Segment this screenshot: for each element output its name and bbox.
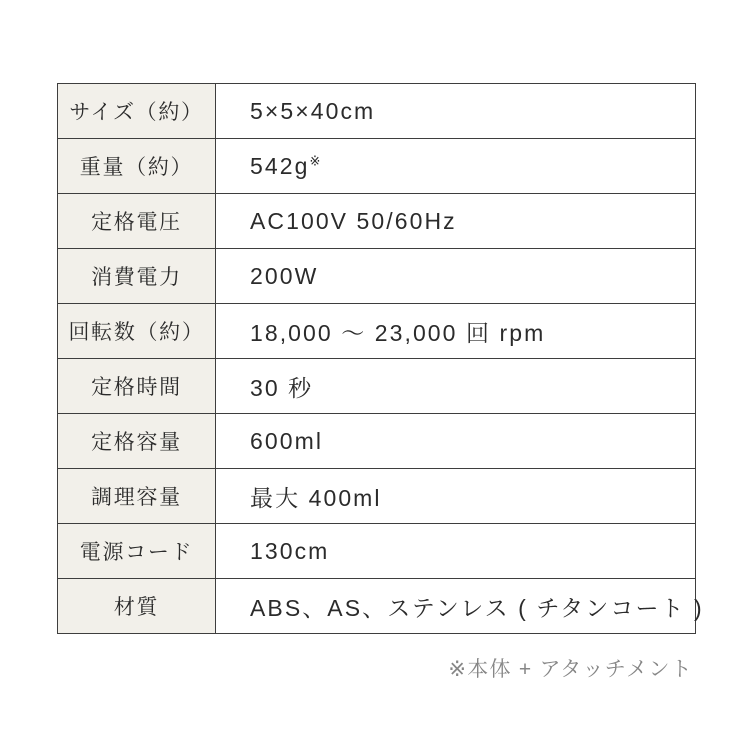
spec-value [216,359,696,414]
spec-label: 調理容量 [58,469,216,524]
spec-label: 消費電力 [58,249,216,304]
spec-value-text: 130cm [250,537,330,564]
spec-value-text: 200W [250,262,319,289]
table-row [58,84,696,139]
table-row [58,304,696,359]
spec-label: 重量（約） [58,139,216,194]
spec-label: 回転数（約） [58,304,216,359]
spec-value [216,84,696,139]
spec-value [216,579,704,634]
spec-value [216,304,696,359]
spec-value-text: 5×5×40cm [250,97,376,124]
spec-label: 定格容量 [58,414,216,469]
spec-value-text: ABS、AS、ステンレス ( チタンコート ) [250,594,704,621]
spec-label: 材質 [58,579,216,634]
spec-value-text: AC100V 50/60Hz [250,207,457,234]
spec-label: サイズ（約） [58,84,216,139]
spec-value [216,194,696,249]
spec-label: 定格電圧 [58,194,216,249]
spec-value [216,469,696,524]
spec-value [216,139,696,194]
spec-value [216,524,696,579]
footnote: ※本体 + アタッチメント [448,658,693,681]
spec-value [216,249,696,304]
table-row [58,139,696,194]
spec-label: 定格時間 [58,359,216,414]
table-row [58,359,696,414]
spec-value-text: 600ml [250,427,323,454]
spec-value-text: 18,000 ～ 23,000 回 rpm [250,319,546,346]
table-row [58,469,696,524]
table-row [58,414,696,469]
spec-value-text: 30 秒 [250,374,314,401]
spec-table [57,83,704,634]
table-row [58,524,696,579]
spec-value-text: 最大 400ml [250,484,382,511]
table-row [58,579,696,634]
table-row [58,249,696,304]
spec-value-note: ※ [309,152,321,168]
table-row [58,194,696,249]
spec-label: 電源コード [58,524,216,579]
spec-value [216,414,696,469]
spec-value-text: 542g [250,152,310,179]
